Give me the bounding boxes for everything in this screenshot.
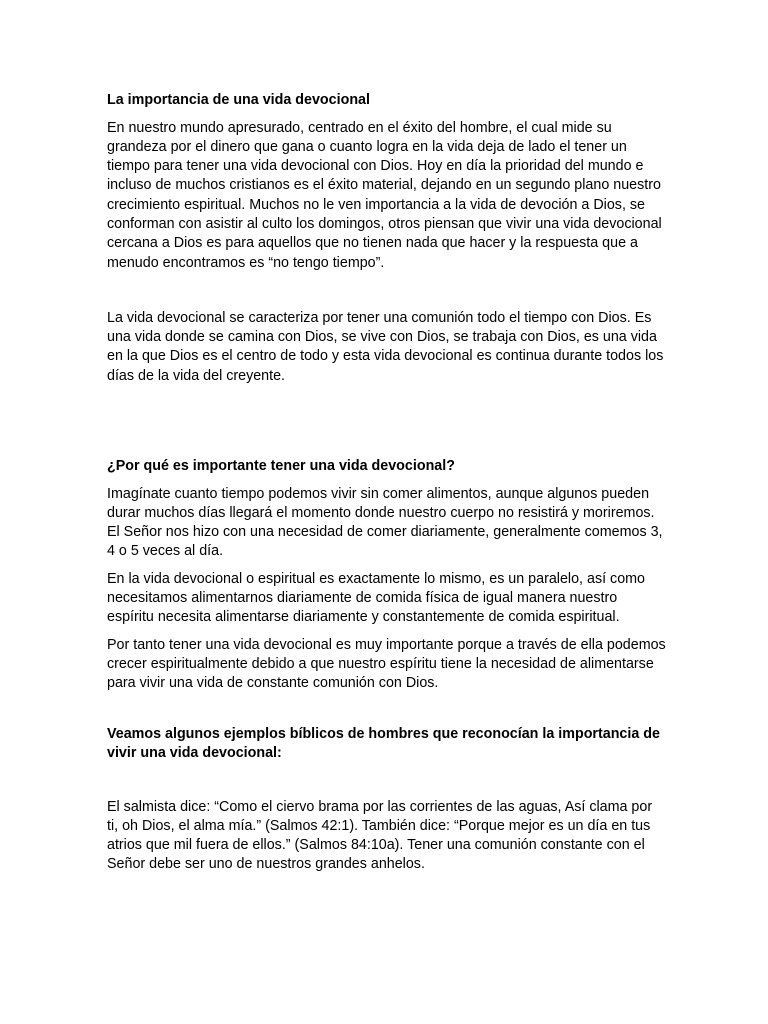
document-page (107, 91, 667, 875)
paragraph: En nuestro mundo apresurado, centrado en el éxito del hombre, el cual mide su grandeza por el dinero que gana o cuanto logra en la vida deja de lado el tener un tiempo para tener una vida devocional con Dios. Hoy en día la prioridad del mundo e incluso de muchos cristianos es el éxito material, dejando en un segundo plano nuestro crecimiento espiritual. Muchos no le ven importancia a la vida de devoción a Dios, se conforman con asistir al culto los domingos, otros piensan que vivir una vida devocional cercana a Dios es para aquellos que no tienen nada que hacer y la respuesta que a menudo encontramos es “no tengo tiempo”. (107, 119, 662, 271)
section-heading: ¿Por qué es importante tener una vida devocional? (107, 458, 455, 475)
paragraph: La vida devocional se caracteriza por tener una comunión todo el tiempo con Dios. Es una vida donde se camina con Dios, se vive con Dios, se trabaja con Dios, es una vida en la que Dios es el centro de todo y esta vida devocional es continua durante todos los días de la vida del creyente. (107, 309, 664, 384)
section-importance (107, 91, 667, 386)
paragraph: El salmista dice: “Como el ciervo brama por las corrientes de las aguas, Así clama por ti, oh Dios, el alma mía.” (Salmos 42:1). También dice: “Porque mejor es un día en tus atrios que mil fuera de ellos.” (Salmos 84:10a). Tener una comunión constante con el Señor debe ser uno de nuestros grandes anhelos. (107, 798, 653, 873)
section-biblical-examples (107, 725, 667, 875)
paragraph: Por tanto tener una vida devocional es muy importante porque a través de ella podemos crecer espiritualmente debido a que nuestro espíritu tiene la necesidad de alimentarse para vivir una vida de constante comunión con Dios. (107, 636, 666, 692)
section-why-important (107, 457, 667, 693)
paragraph: En la vida devocional o espiritual es exactamente lo mismo, es un paralelo, así como necesitamos alimentarnos diariamente de comida física de igual manera nuestro espíritu necesita alimentarse diariamente y constantemente de comida espiritual. (107, 570, 646, 626)
section-heading: La importancia de una vida devocional (107, 92, 370, 108)
section-heading: Veamos algunos ejemplos bíblicos de hombres que reconocían la importancia de vivir una vida devocional: (107, 725, 660, 762)
paragraph: Imagínate cuanto tiempo podemos vivir sin comer alimentos, aunque algunos pueden durar muchos días llegará el momento donde nuestro cuerpo no resistirá y moriremos. El Señor nos hizo con una necesidad de comer diariamente, generalmente comemos 3, 4 o 5 veces al día. (107, 485, 663, 560)
